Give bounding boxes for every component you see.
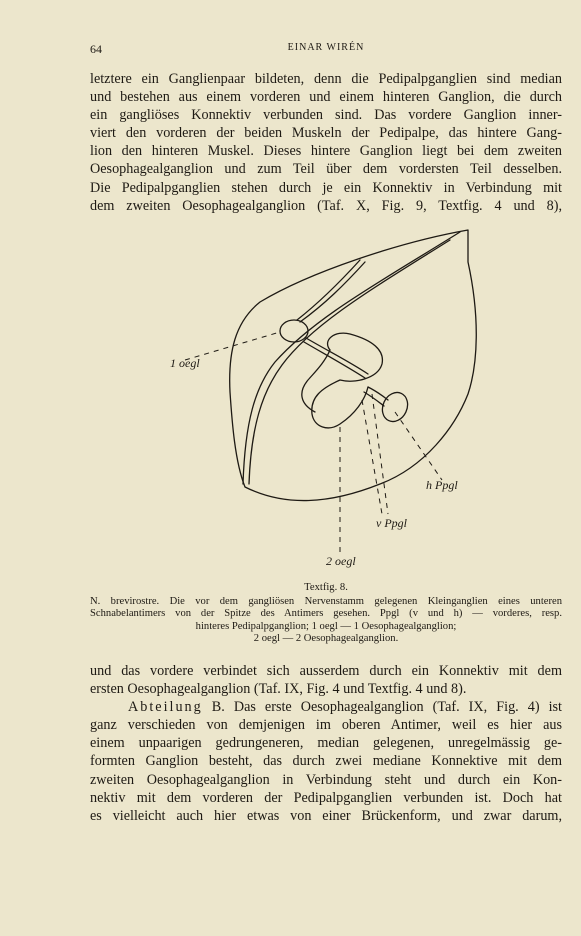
- section-label: Abteilung: [128, 699, 203, 716]
- caption-line: 2 oegl — 2 Oesophagealganglion.: [253, 633, 399, 645]
- caption-line: hinteres Pedipalpganglion; 1 oegl — 1 Oesophagealganglion;: [195, 620, 457, 632]
- text-line: und das vordere verbindet sich ausserdem durch ein Konnektiv mit dem: [90, 663, 562, 679]
- ganglion-connective: [368, 387, 388, 400]
- caption-line: N. brevirostre. Die vor dem gangliösen Nervenstamm gelegenen Kleinganglien eines unteren: [90, 595, 562, 607]
- posterior-pedipalp-ganglion: [378, 388, 412, 425]
- figure-caption: [90, 582, 562, 646]
- caption-line: Schnabelantimers von der Spitze des Antimers gesehen. Ppgl (v und h) — vorderes, resp.: [90, 608, 562, 620]
- text-line: nektiv mit dem vorderen der Pedipalpganglien verbunden ist. Doch hat: [90, 789, 562, 806]
- first-oesophageal-ganglion: [280, 320, 308, 342]
- text-line: formten Ganglion besteht, das durch zwei mediane Konnektive mit dem: [90, 753, 562, 770]
- text-line: ganz verschieden von demjenigen im oberen Antimer, weil es hier aus: [90, 717, 562, 734]
- text-line: ersten Oesophagealganglion (Taf. IX, Fig. 4 und Textfig. 4 und 8).: [90, 681, 467, 698]
- text-line: es vielleicht auch hier etwas von einer Brückenform, und zwar darum,: [90, 807, 562, 824]
- leader-vppgl-1: [372, 394, 388, 514]
- text-line: viert den vorderen der beiden Muskeln der Pedipalpe, das hintere Gang-: [90, 125, 562, 142]
- ganglion-drawing: [150, 222, 480, 578]
- pedipalp-connective: [302, 350, 330, 412]
- text-line: zweiten Oesophagealganglion in Verbindung steht und durch ein Kon-: [90, 771, 562, 788]
- label-h-ppgl: h Ppgl: [426, 478, 458, 492]
- paragraph-top: [90, 70, 562, 215]
- label-v-ppgl: v Ppgl: [376, 516, 407, 530]
- text-line-abteilung: [90, 698, 562, 716]
- page-header: [90, 42, 562, 58]
- text-line: lion den hinteren Muskel. Dieses hintere Ganglion liegt bei dem zweiten: [90, 143, 562, 160]
- page-number: 64: [90, 42, 102, 56]
- leader-vppgl-2: [362, 400, 382, 514]
- text-line: und bestehen aus einem vorderen und einem hinteren Ganglion, die durch: [90, 89, 562, 106]
- text-line: einem unpaarigen gedrungeneren, median gelegenen, unregelmässig ge-: [90, 735, 562, 752]
- text-line: letztere ein Ganglienpaar bildeten, denn die Pedipalpganglien sind median: [90, 71, 562, 87]
- text-line: B. Das erste Oesophagealganglion (Taf. IX, Fig. 4) ist: [211, 699, 562, 716]
- text-line: Oesophagealganglion und zum Teil über dem vordersten Teil desselben.: [90, 161, 562, 178]
- figure-textfig-8: [150, 222, 480, 578]
- running-head: EINAR WIRÉN: [287, 42, 365, 53]
- label-2-oegl: 2 oegl: [326, 554, 356, 568]
- text-line: ein gangliöses Konnektiv verbunden sind. Das vordere Ganglion inner-: [90, 107, 562, 124]
- text-line: dem zweiten Oesophagealganglion (Taf. X, Fig. 9, Textfig. 4 und 8),: [90, 197, 562, 214]
- label-1-oegl: 1 oegl: [170, 356, 200, 370]
- text-line: Die Pedipalpganglien stehen durch je ein Konnektiv in Verbindung mit: [90, 179, 562, 196]
- connective-lines-2: [304, 342, 365, 378]
- connective-lines: [306, 338, 368, 374]
- caption-title: Textfig. 8.: [304, 582, 348, 593]
- paragraph-bottom: [90, 662, 562, 825]
